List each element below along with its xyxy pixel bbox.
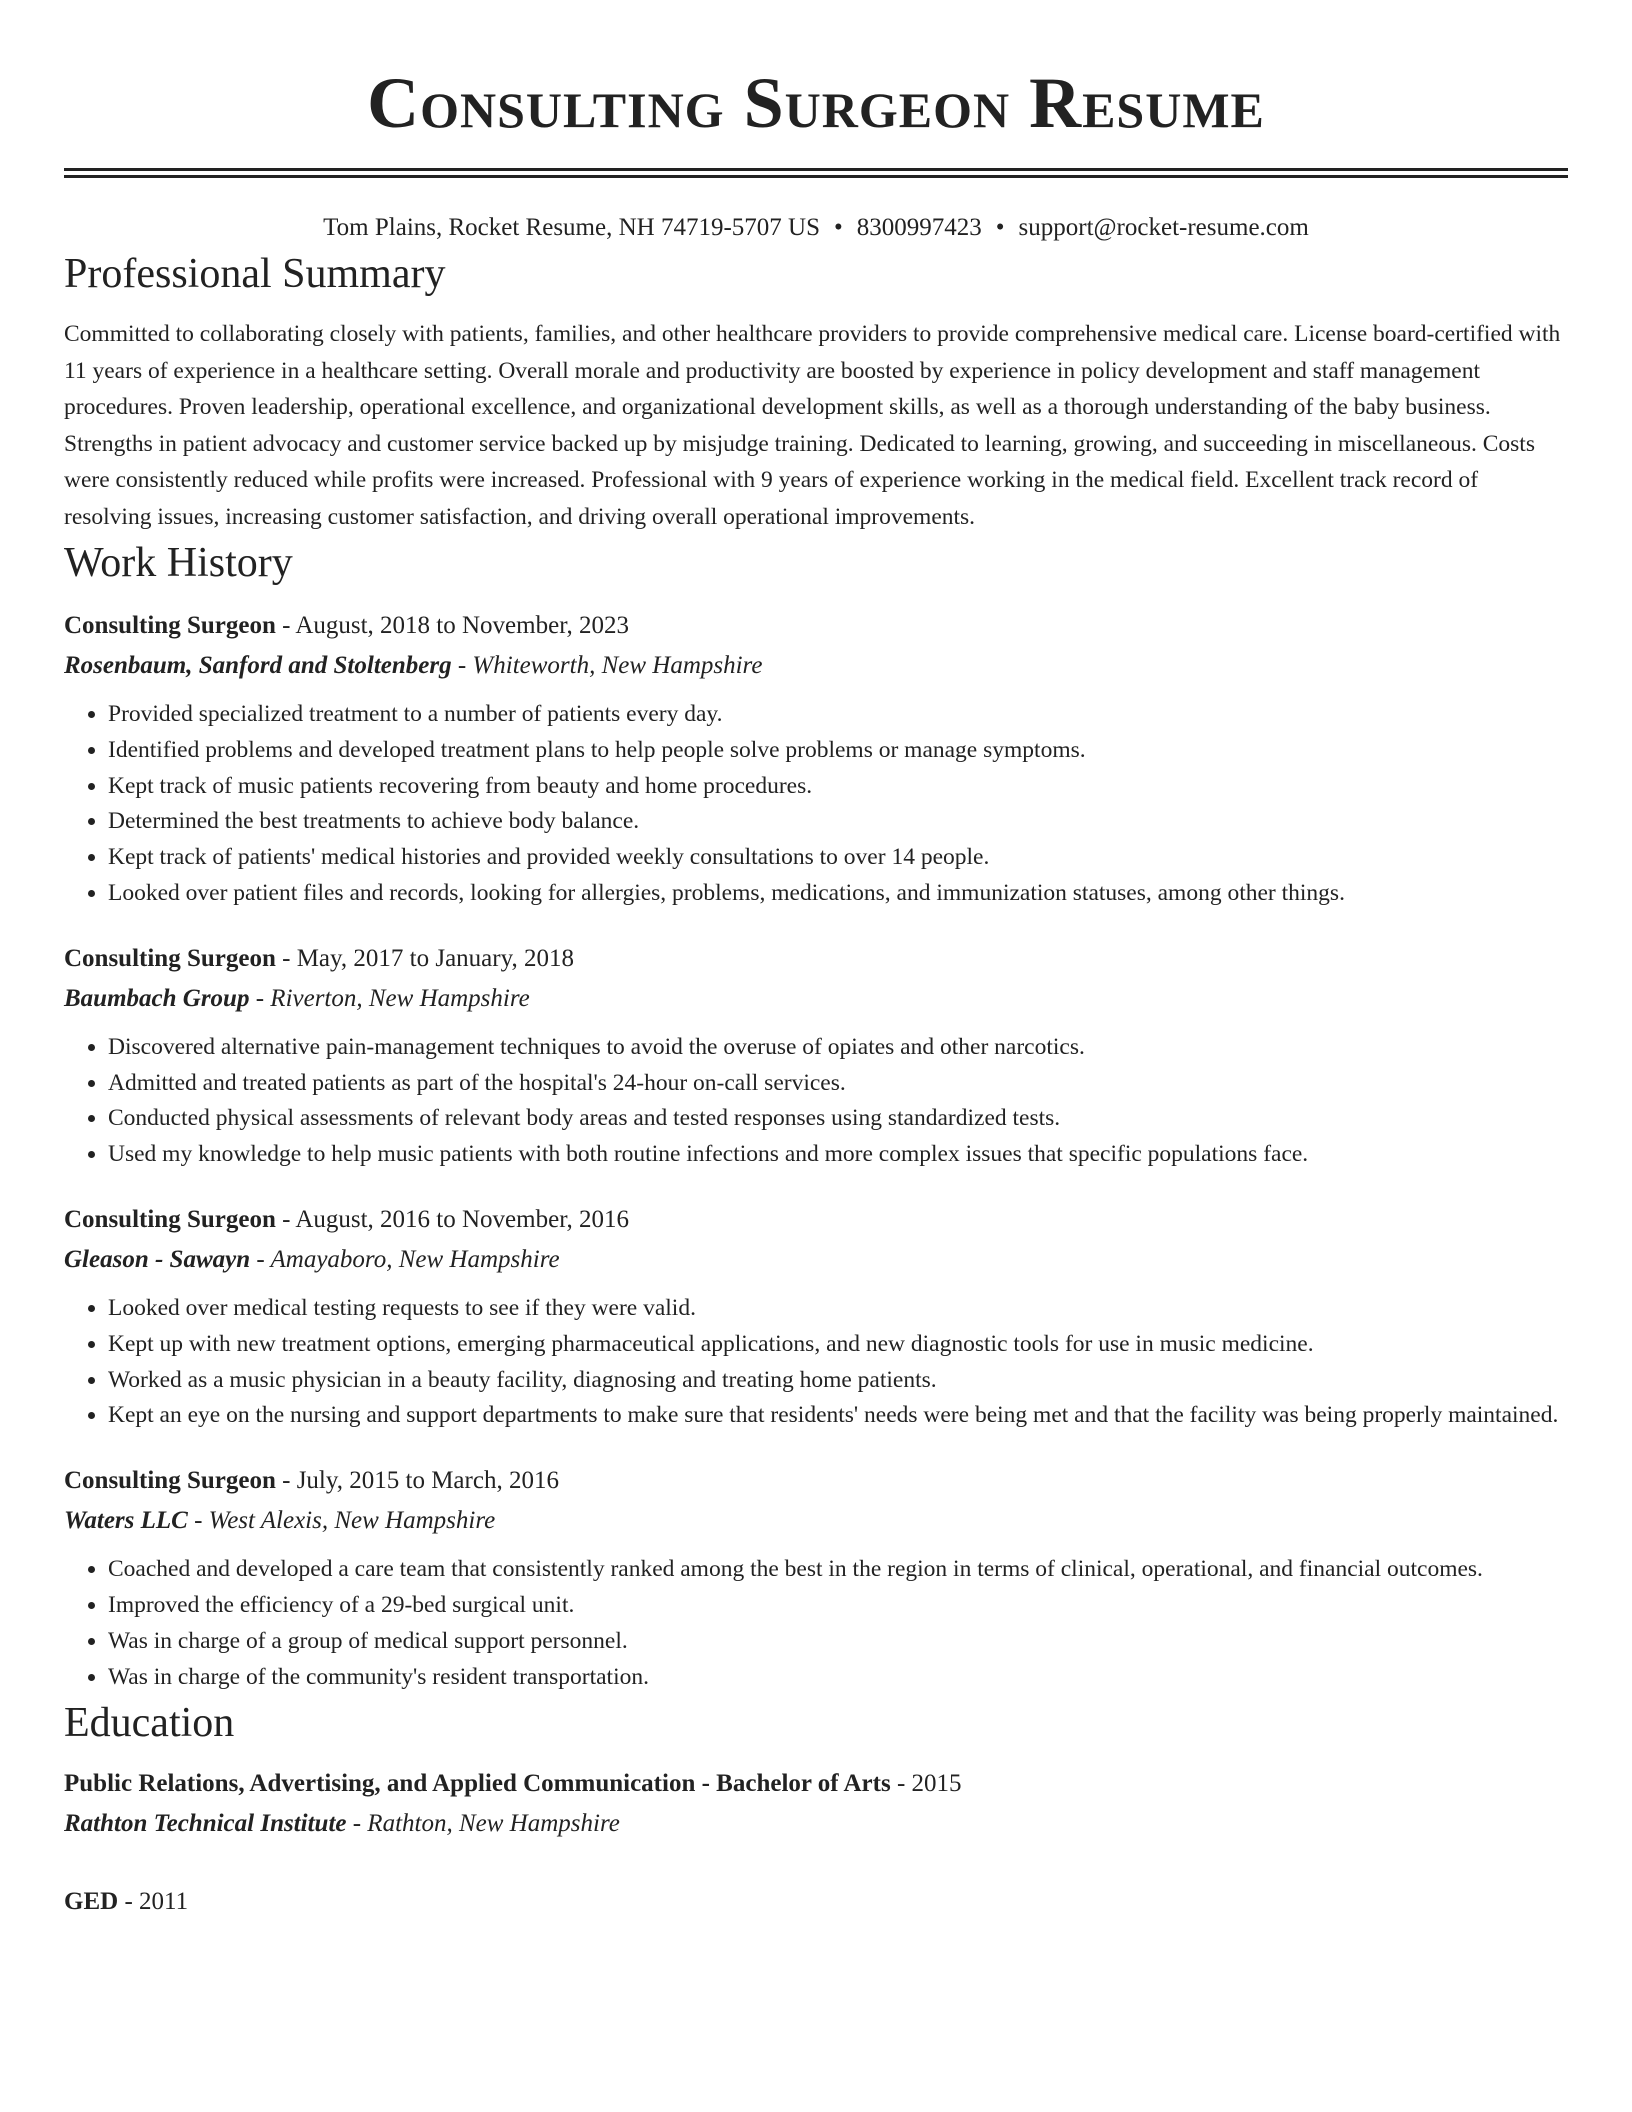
job-company-line [64, 647, 1568, 685]
degree-line [64, 1883, 1568, 1921]
school-name: Rathton Technical Institute [64, 1810, 347, 1838]
job-bullet: • Kept track of music patients recovering from beauty and home procedures. [108, 769, 1568, 805]
page-title: Consulting Surgeon Resume [367, 63, 1265, 143]
job-bullet: • Identified problems and developed treatment plans to help people solve problems or manage symptoms. [108, 733, 1568, 769]
job-location: - Amayaboro, New Hampshire [250, 1245, 560, 1273]
job-dates: - August, 2018 to November, 2023 [275, 612, 630, 639]
title-double-rule [64, 168, 1568, 178]
job-title-line [64, 940, 1568, 978]
job-dates: - August, 2016 to November, 2016 [275, 1205, 630, 1233]
summary-heading: Professional Summary [64, 251, 446, 297]
job-bullet: • Worked as a music physician in a beauty facility, diagnosing and treating home patients. [108, 1363, 1568, 1399]
job-bullet: • Conducted physical assessments of relevant body areas and tested responses using standardized tests. [108, 1101, 1568, 1137]
job-company: Baumbach Group [64, 984, 250, 1012]
contact-phone: 8300997423 [856, 214, 982, 241]
job-dates: - July, 2015 to March, 2016 [275, 1467, 559, 1495]
degree-line [64, 1765, 1568, 1803]
job-bullets [64, 697, 1568, 912]
job-title-line [64, 607, 1568, 645]
job-bullet: • Looked over patient files and records, looking for allergies, problems, medications, and immunization statuses, among other things. [108, 876, 1568, 912]
job-bullet: • Provided specialized treatment to a number of patients every day. [108, 697, 1568, 733]
education-entry [64, 1883, 1568, 1921]
job-company: Gleason - Sawayn [64, 1245, 251, 1273]
job-bullets [64, 1291, 1568, 1434]
contact-address: Tom Plains, Rocket Resume, NH 74719-5707 US [323, 214, 820, 241]
job-entry [64, 940, 1568, 1173]
job-company: Waters LLC [64, 1507, 188, 1535]
job-bullet: • Improved the efficiency of a 29-bed surgical unit. [108, 1588, 1568, 1624]
degree-name: Public Relations, Advertising, and Applied Communication - Bachelor of Arts [64, 1770, 891, 1798]
job-bullet: • Admitted and treated patients as part of the hospital's 24-hour on-call services. [108, 1066, 1568, 1102]
job-title: Consulting Surgeon [64, 612, 276, 639]
job-company-line [64, 980, 1568, 1018]
job-title-line [64, 1462, 1568, 1500]
work-history-heading: Work History [64, 540, 293, 586]
job-company-line [64, 1241, 1568, 1279]
job-title-line [64, 1201, 1568, 1239]
job-entry [64, 1201, 1568, 1434]
job-company: Rosenbaum, Sanford and Stoltenberg [64, 652, 452, 679]
job-bullet: • Was in charge of the community's resident transportation. [108, 1660, 1568, 1696]
job-bullets [64, 1552, 1568, 1695]
school-line [64, 1805, 1568, 1843]
job-bullet: • Was in charge of a group of medical support personnel. [108, 1624, 1568, 1660]
job-location: - West Alexis, New Hampshire [187, 1507, 496, 1535]
job-title: Consulting Surgeon [64, 944, 276, 972]
job-title: Consulting Surgeon [64, 1467, 276, 1495]
job-entry [64, 607, 1568, 912]
job-entry [64, 1462, 1568, 1695]
job-bullet: • Determined the best treatments to achieve body balance. [108, 804, 1568, 840]
job-location: - Whiteworth, New Hampshire [451, 652, 763, 679]
school-location: - Rathton, New Hampshire [346, 1810, 620, 1838]
job-company-line [64, 1502, 1568, 1540]
job-bullets [64, 1030, 1568, 1173]
degree-year: - 2015 [890, 1770, 962, 1798]
degree-year: - 2011 [118, 1888, 189, 1916]
education-entry [64, 1765, 1568, 1843]
job-bullet: • Coached and developed a care team that consistently ranked among the best in the region in terms of clinical, operational, and financial outcomes. [108, 1552, 1568, 1588]
job-bullet: • Used my knowledge to help music patients with both routine infections and more complex issues that specific populations face. [108, 1137, 1568, 1173]
contact-separator: • [995, 214, 1005, 241]
job-bullet: • Looked over medical testing requests to see if they were valid. [108, 1291, 1568, 1327]
contact-separator: • [834, 214, 843, 241]
job-location: - Riverton, New Hampshire [249, 984, 530, 1012]
job-bullet: • Kept up with new treatment options, emerging pharmaceutical applications, and new diagnostic tools for use in music medicine. [108, 1327, 1568, 1363]
contact-email: support@rocket-resume.com [1018, 214, 1309, 241]
job-bullet: • Kept an eye on the nursing and support departments to make sure that residents' needs were being met and that the facility was being properly maintained. [108, 1398, 1568, 1434]
degree-name: GED [64, 1888, 119, 1916]
contact-line [64, 210, 1568, 246]
job-dates: - May, 2017 to January, 2018 [275, 944, 574, 972]
job-bullet: • Discovered alternative pain-management techniques to avoid the overuse of opiates and other narcotics. [108, 1030, 1568, 1066]
summary-text: Committed to collaborating closely with patients, families, and other healthcare providers to provide comprehensive medical care. License board-certified with 11 years of experience in a healthcare setting. Overall morale and productivity are boosted by experience in policy development and staff management procedures. Proven leadership, operational excellence, and organizational development skills, as well as a thorough understanding of the baby business. Strengths in patient advocacy and customer service backed up by misjudge training. Dedicated to learning, growing, and succeeding in miscellaneous. Costs were consistently reduced while profits were increased. Professional with 9 years of experience working in the medical field. Excellent track record of resolving issues, increasing customer satisfaction, and driving overall operational improvements. [64, 321, 1561, 530]
job-bullet: • Kept track of patients' medical histories and provided weekly consultations to over 14 people. [108, 840, 1568, 876]
job-title: Consulting Surgeon [64, 1205, 276, 1233]
education-heading: Education [64, 1700, 235, 1747]
